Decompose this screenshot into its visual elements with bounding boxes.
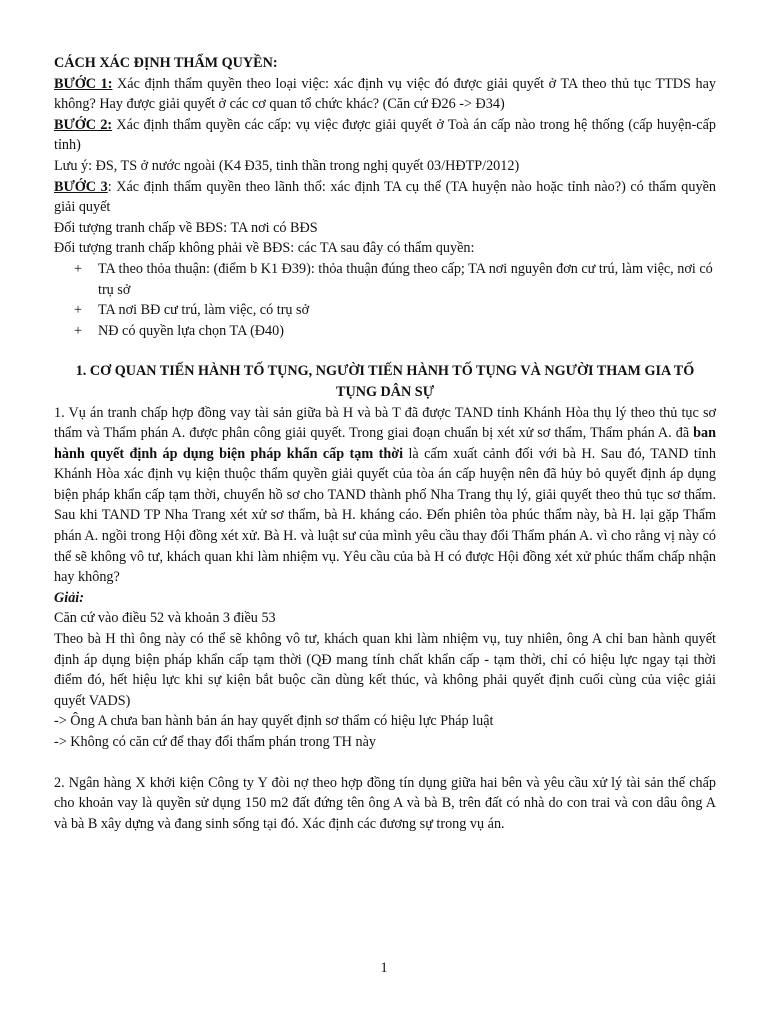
- step-3: [54, 177, 716, 218]
- question-1-part-1: 1. Vụ án tranh chấp hợp đồng vay tài sản giữa bà H và bà T đã được TAND tỉnh Khánh Hòa thụ lý theo thủ tục sơ thẩm và Thẩm phán A. được phân công giải quyết. Trong giai đoạn chuẩn bị xét xử sơ thẩm, Thẩm phán A. đã: [54, 404, 716, 442]
- question-1-bold: ban hành quyết định áp dụng biện pháp khẩn cấp tạm thời: [54, 425, 716, 462]
- step-1-label: BƯỚC 1:: [54, 75, 113, 92]
- step-2-label: BƯỚC 2:: [54, 116, 113, 133]
- step-1-text: Xác định thẩm quyền theo loại việc: xác định vụ việc đó được giải quyết ở TA theo thủ tục TTDS hay không? Hay được giải quyết ở các cơ quan tổ chức khác? (Căn cứ Đ26 -> Đ34): [54, 75, 716, 113]
- conclusion-2: -> Không có căn cứ để thay đổi thẩm phán trong TH này: [54, 734, 376, 750]
- bullet-mark: +: [74, 322, 83, 339]
- list-item-text: TA theo thỏa thuận: (điểm b K1 Đ39): thỏa thuận đúng theo cấp; TA nơi nguyên đơn cư trú, làm việc, nơi có trụ sở: [98, 260, 713, 298]
- step-1: [54, 74, 716, 115]
- answer-text: Theo bà H thì ông này có thể sẽ không vô tư, khách quan khi làm nhiệm vụ, tuy nhiên, ông A chỉ ban hành quyết định áp dụng biện pháp khẩn cấp tạm thời (QĐ mang tính chất khẩn cấp - tạm thời, chỉ có hiệu lực ngay tại thời điểm đó, hết hiệu lực khi sự kiện bắt buộc cần dùng kết thúc, và không phải quyết định cuối cùng của việc giải quyết VADS): [54, 631, 716, 709]
- list-item: [54, 300, 716, 321]
- conclusion-1: -> Ông A chưa ban hành bản án hay quyết định sơ thẩm có hiệu lực Pháp luật: [54, 713, 494, 730]
- list-item-text: NĐ có quyền lựa chọn TA (Đ40): [98, 322, 284, 339]
- section-1-title: 1. CƠ QUAN TIẾN HÀNH TỐ TỤNG, NGƯỜI TIẾN HÀNH TỐ TỤNG VÀ NGƯỜI THAM GIA TỐ TỤNG DÂN SỰ: [75, 363, 695, 400]
- page-content: [54, 53, 716, 834]
- step-2: [54, 115, 716, 156]
- step-3-label: BƯỚC 3: [54, 178, 108, 195]
- page-heading: CÁCH XÁC ĐỊNH THẨM QUYỀN:: [54, 55, 278, 71]
- step-2-text: Xác định thẩm quyền các cấp: vụ việc được giải quyết ở Toà án cấp nào trong hệ thống (cấp huyện-cấp tỉnh): [54, 116, 716, 154]
- bullet-mark: +: [74, 302, 83, 319]
- question-1-part-2: là cấm xuất cảnh đối với bà H. Sau đó, TAND tỉnh Khánh Hòa xác định vụ kiện thuộc thẩm quyền giải quyết của tòa án cấp huyện nên đã hủy bỏ quyết định áp dụng biện pháp khẩn cấp tạm thời, chuyển hồ sơ cho TAND thành phố Nha Trang thụ lý, giải quyết theo thủ tục sơ thẩm. Sau khi TAND TP Nha Trang xét xử sơ thẩm, bà H. kháng cáo. Đến phiên tòa phúc thẩm này, bà H. lại gặp Thẩm phán A. ngồi trong Hội đồng xét xử. Bà H. và luật sư của mình yêu cầu thay đổi Thẩm phán A. vì cho rằng vị này có thể sẽ không vô tư, khách quan khi làm nhiệm vụ. Yêu cầu của bà H có được Hội đồng xét xử phúc thẩm chấp nhận hay không?: [54, 445, 716, 586]
- list-item: [54, 259, 716, 300]
- non-bds-line: Đối tượng tranh chấp không phải về BĐS: các TA sau đây có thẩm quyền:: [54, 240, 475, 257]
- note-line: Lưu ý: ĐS, TS ở nước ngoài (K4 Đ35, tinh thần trong nghị quyết 03/HĐTP/2012): [54, 157, 520, 174]
- list-item: [54, 321, 716, 342]
- answer-label: Giải:: [54, 589, 84, 606]
- list-item-text: TA nơi BĐ cư trú, làm việc, có trụ sở: [98, 302, 310, 319]
- bullet-mark: +: [74, 260, 83, 277]
- question-2: 2. Ngân hàng X khởi kiện Công ty Y đòi nợ theo hợp đồng tín dụng giữa hai bên và yêu cầu xử lý tài sản thế chấp cho khoản vay là quyền sử dụng 150 m2 đất đứng tên ông A và bà B, trên đất có nhà do con trai và con dâu ông A và bà B xây dựng và đang sinh sống tại đó. Xác định các đương sự trong vụ án.: [54, 774, 716, 832]
- page-number: 1: [380, 960, 388, 976]
- jurisdiction-list: [54, 259, 716, 341]
- answer-basis: Căn cứ vào điều 52 và khoản 3 điều 53: [54, 610, 276, 627]
- question-1: [54, 403, 716, 588]
- bds-line: Đối tượng tranh chấp về BĐS: TA nơi có BĐS: [54, 219, 318, 236]
- step-3-text: : Xác định thẩm quyền theo lãnh thổ: xác định TA cụ thể (TA huyện nào hoặc tỉnh nào?) có thẩm quyền giải quyết: [54, 178, 716, 216]
